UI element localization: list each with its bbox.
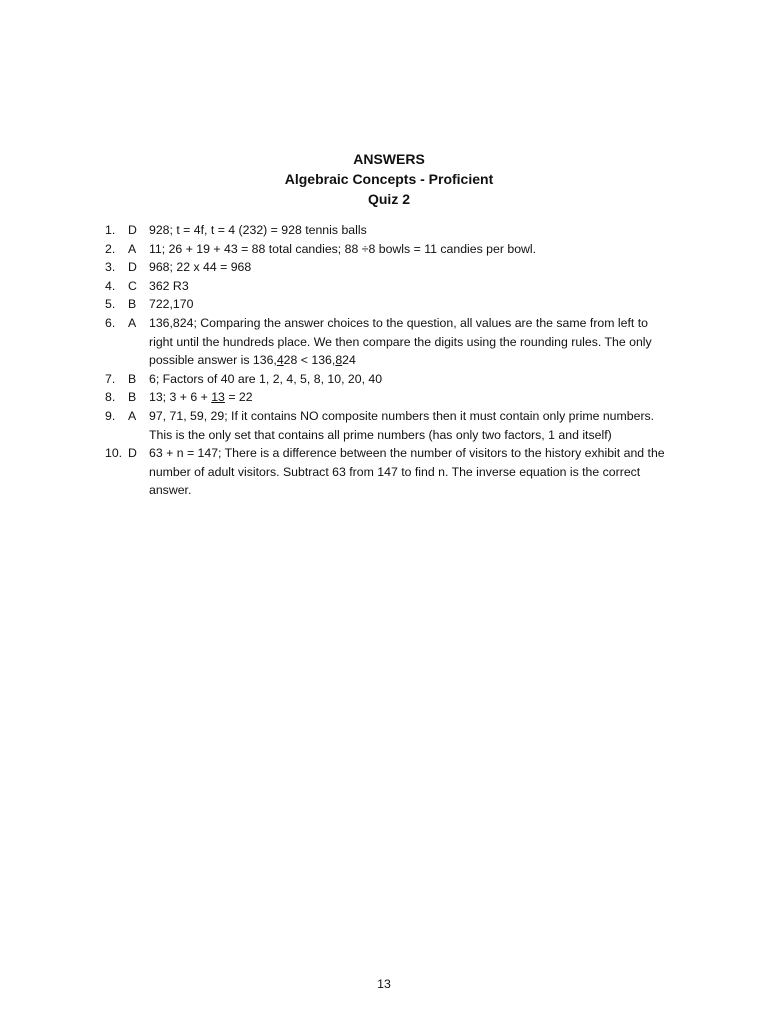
answer-explanation: 722,170 bbox=[149, 297, 194, 312]
explanation-part: 28 < 136, bbox=[283, 353, 336, 368]
underlined-digit: 8 bbox=[335, 353, 343, 368]
answer-letter: D bbox=[128, 260, 137, 275]
answer-explanation: 63 + n = 147; There is a difference between the number of visitors to the history exhibit and the number of adult visitors. Subtract 63 from 147 to find n. The inverse equation is the correct answer. bbox=[149, 446, 665, 498]
explanation-part: 13; 3 + 6 + bbox=[149, 390, 212, 405]
answer-explanation: 97, 71, 59, 29; If it contains NO composite numbers then it must contain only prime numbers. This is the only set that contains all prime numbers (has only two factors, 1 and itself) bbox=[149, 408, 655, 442]
answer-explanation: 362 R3 bbox=[149, 278, 189, 293]
heading-subject: Algebraic Concepts - Proficient bbox=[284, 171, 494, 187]
explanation-part: 136,824; Comparing the answer choices to the question, all values are the same from left to right until the hundreds place. We then compare the digits using the rounding rules. The only possible answer is 136, bbox=[149, 315, 652, 368]
answer-letter: A bbox=[128, 315, 137, 330]
answer-item-7 bbox=[105, 370, 675, 389]
answer-item-4 bbox=[105, 277, 675, 296]
answer-explanation: 6; Factors of 40 are 1, 2, 4, 5, 8, 10, 20, 40 bbox=[149, 371, 383, 386]
answer-letter: B bbox=[128, 371, 137, 386]
answer-letter: D bbox=[128, 446, 137, 461]
answer-explanation: 968; 22 x 44 = 968 bbox=[149, 260, 252, 275]
answer-explanation bbox=[149, 388, 675, 407]
underlined-number: 13 bbox=[211, 390, 225, 405]
answer-item-8 bbox=[105, 388, 675, 407]
answer-item-10 bbox=[105, 444, 675, 500]
answer-explanation bbox=[149, 314, 675, 370]
answer-number: 8. bbox=[105, 390, 116, 405]
answer-letter: C bbox=[128, 278, 137, 293]
answer-number: 1. bbox=[105, 223, 116, 237]
answer-explanation: 11; 26 + 19 + 43 = 88 total candies; 88 ÷8 bowls = 11 candies per bowl. bbox=[149, 241, 537, 256]
answer-number: 7. bbox=[105, 371, 116, 386]
answer-letter: A bbox=[128, 241, 137, 256]
answer-item-6 bbox=[105, 314, 675, 370]
answer-number: 2. bbox=[105, 241, 116, 256]
heading-answers: ANSWERS bbox=[353, 151, 425, 167]
explanation-part: 24 bbox=[342, 353, 356, 368]
answer-number: 3. bbox=[105, 260, 116, 275]
answer-item-1 bbox=[105, 221, 675, 240]
answer-number: 10. bbox=[105, 446, 123, 461]
answer-item-2 bbox=[105, 240, 675, 259]
answer-item-5 bbox=[105, 295, 675, 314]
page-number: 13 bbox=[377, 977, 391, 991]
answer-number: 5. bbox=[105, 297, 116, 312]
heading-block bbox=[0, 149, 768, 209]
answer-number: 4. bbox=[105, 278, 116, 293]
heading-quiz: Quiz 2 bbox=[367, 191, 410, 207]
answer-letter: B bbox=[128, 390, 137, 405]
answer-letter: B bbox=[128, 297, 137, 312]
answer-number: 9. bbox=[105, 408, 116, 423]
explanation-part: = 22 bbox=[224, 390, 253, 405]
answer-list bbox=[105, 221, 675, 500]
answer-number: 6. bbox=[105, 315, 116, 330]
answer-item-9 bbox=[105, 407, 675, 444]
answer-letter: D bbox=[128, 223, 137, 237]
answer-letter: A bbox=[128, 408, 137, 423]
answer-item-3 bbox=[105, 258, 675, 277]
underlined-digit: 4 bbox=[276, 353, 284, 368]
answer-explanation: 928; t = 4f, t = 4 (232) = 928 tennis balls bbox=[149, 223, 367, 237]
